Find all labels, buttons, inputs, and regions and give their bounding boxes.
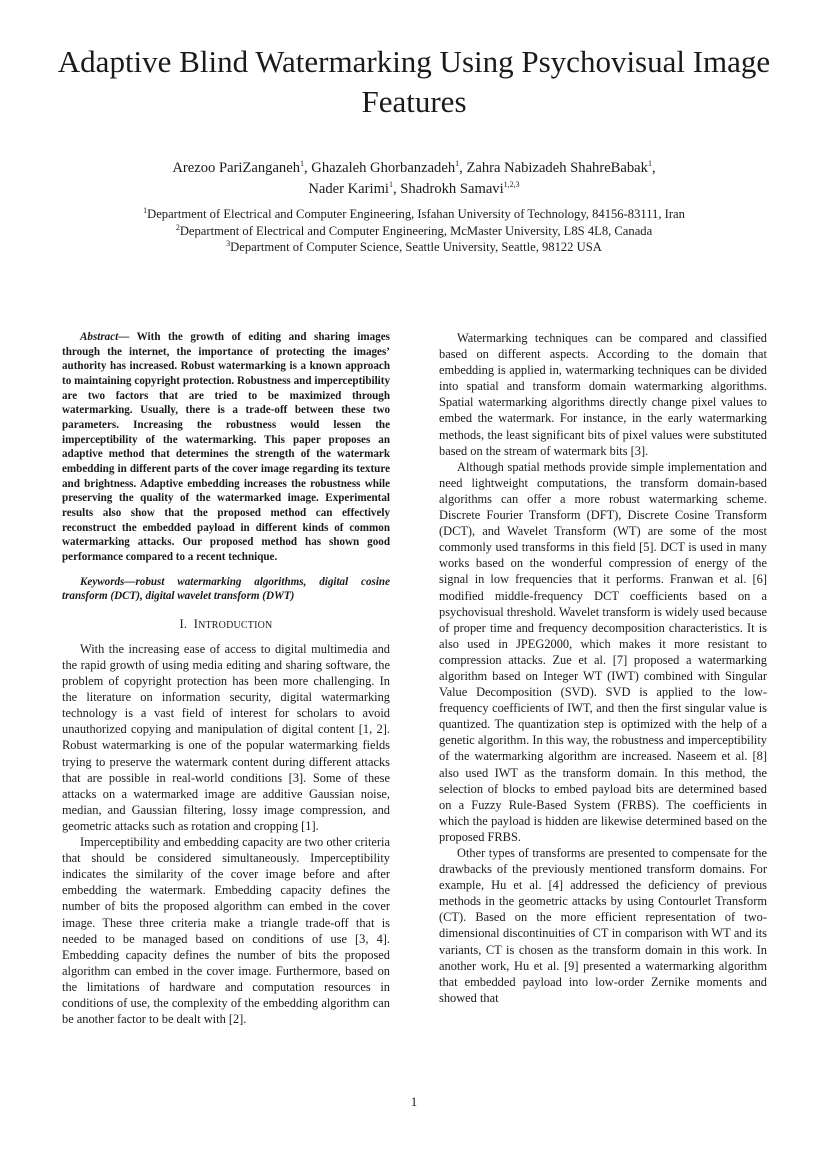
- author: Zahra Nabizadeh ShahreBabak$^1$,: [466, 159, 656, 176]
- right-column: [439, 330, 767, 1006]
- body-paragraph: Although spatial methods provide simple implementation and need lightweight computations, the transform domain-based algorithms can offer a more robust watermarking scheme. Discrete Fourier Transform (DFT), Discrete Cosine Transform (DCT), and Wavelet Transform (WT) are some of the most commonly used transforms in this field [5]. DCT is used in many works based on the wonderful compression of energy of the signal in low frequencies that it performs. Franwan et al. [6] modified middle-frequency DCT coefficients based on a psychovisual threshold. Wavelet transform is widely used because of proper time and frequency decomposition characteristics. It is also used in JPEG2000, which makes it more resistant to compression attacks. Zue et al. [7] proposed a watermarking algorithm based on Integer WT (IWT) combined with Singular Value Decomposition (SVD). SVD is applied to the low-frequency coefficients of IWT, and then the first singular value is quantized. The quantization step is optimized with the help of a genetic algorithm. In this way, the robustness and imperceptibility of the watermarking algorithm are increased. Naseem et al. [8] also used IWT as the transform domain. In this method, the selection of blocks to embed payload bits are determined based on a Fuzzy Rule-Based System (FRBS). The coefficients in which the payload is hidden are likewise determined based on the proposed FRBS.: [439, 459, 767, 844]
- affiliation: $^1$Department of Electrical and Computer Engineering, Isfahan University of Technology, 84156-83111, Iran: [143, 205, 685, 221]
- affiliation-list: [40, 206, 788, 256]
- author-list: [40, 158, 788, 200]
- affiliation: $^2$Department of Electrical and Computer Engineering, McMaster University, L8S 4L8, Canada: [175, 222, 653, 238]
- body-paragraph: With the increasing ease of access to digital multimedia and the rapid growth of using media editing and sharing software, the problem of copyright protection has been more challenging. In the literature on information security, digital watermarking technology is a vast field of interest for scholars to avoid unauthorized copying and manipulation of digital content [1, 2]. Robust watermarking is one of the popular watermarking fields trying to preserve the watermark content during different attacks that are possible in real-world conditions [3]. Some of these attacks on a watermarked image are additive Gaussian noise, median, and Gaussian filtering, lossy image compression, and geometric attacks such as rotation and cropping [1].: [62, 641, 390, 833]
- left-column: [62, 330, 390, 1027]
- keywords: Keywords—robust watermarking algorithms, digital cosine transform (DCT), digital wavelet transform (DWT): [62, 575, 390, 603]
- paper-title: Adaptive Blind Watermarking Using Psychovisual Image Features: [57, 44, 771, 119]
- section-heading-introduction: I. INTRODUCTION: [179, 616, 273, 631]
- author: Nader Karimi$^1$,: [308, 180, 401, 197]
- body-paragraph: Other types of transforms are presented to compensate for the drawbacks of the previously mentioned transform domains. For example, Hu et al. [4] addressed the deficiency of previous methods in the geometric attacks by using Contourlet Transform (CT). Based on the more efficient representation of two-dimensional discontinuities of CT in comparison with WT and its variants, CT is chosen as the transform domain in this work. In another work, Hu et al. [9] presented a watermarking algorithm that embedded payload into low-order Zernike moments and showed that: [439, 846, 767, 1005]
- body-paragraph: Imperceptibility and embedding capacity are two other criteria that should be considered simultaneously. Imperceptibility indicates the similarity of the cover image before and after embedding the watermark. Embedding capacity defines the number of bits the proposed algorithm can embed in the cover image. These three criteria make a triangle trade-off that is needed to be managed based on conditions of use [3, 4]. Embedding capacity defines the number of bits the proposed algorithm can embed in the cover image. Furthermore, based on the limitations of hardware and computation resources in conditions of use, the complexity of the embedding algorithm can be another factor to be dealt with [2].: [62, 835, 390, 1027]
- abstract-label: Abstract: [80, 331, 119, 343]
- affiliation: $^3$Department of Computer Science, Seattle University, Seattle, 98122 USA: [226, 238, 602, 254]
- author: Ghazaleh Ghorbanzadeh$^1$,: [311, 159, 467, 176]
- author: Arezoo PariZanganeh$^1$,: [172, 159, 312, 176]
- author: Shadrokh Samavi$^{1,2,3}$: [400, 180, 520, 197]
- abstract: Abstract— With the growth of editing and sharing images through the internet, the importance of protecting the images’ authority has increased. Robust watermarking is a known approach to maintaining copyright protection. Robustness and imperceptibility are two factors that are tried to be maximized through watermarking. Usually, there is a trade-off between these two parameters. Increasing the robustness would lessen the imperceptibility of the watermarking. This paper proposes an adaptive method that determines the strength of the watermark embedding in different parts of the cover image regarding its texture and brightness. Adaptive embedding increases the robustness while preserving the quality of the watermarked image. Experimental results also show that the proposed method can effectively reconstruct the embedded payload in different kinds of common watermarking attacks. Our proposed method has shown good performance compared to a recent technique.: [62, 331, 390, 563]
- page-number: 1: [410, 1094, 418, 1109]
- abstract-text: With the growth of editing and sharing images through the internet, the importance of protecting the images’ authority has increased. Robust watermarking is a known approach to maintaining copyright protection. Robustness and imperceptibility are two factors that are tried to be maximized through watermarking. Usually, there is a trade-off between these two parameters. Increasing the robustness would lessen the imperceptibility of the watermarking. This paper proposes an adaptive method that determines the strength of the watermark embedding in different parts of the cover image regarding its texture and brightness. Adaptive embedding increases the robustness while preserving the quality of the watermarked image. Experimental results also show that the proposed method can effectively reconstruct the embedded payload in different kinds of common watermarking attacks. Our proposed method has shown good performance compared to a recent technique.: [62, 331, 390, 563]
- body-paragraph: Watermarking techniques can be compared and classified based on different aspects. According to the domain that embedding is applied in, watermarking techniques can be divided into spatial and transform domain watermarking algorithms. Spatial watermarking algorithms directly change pixel values to embed the watermark. For instance, in the early watermarking methods, the least significant bits of pixel values were substituted based on the stream of watermark bits [3].: [439, 331, 767, 458]
